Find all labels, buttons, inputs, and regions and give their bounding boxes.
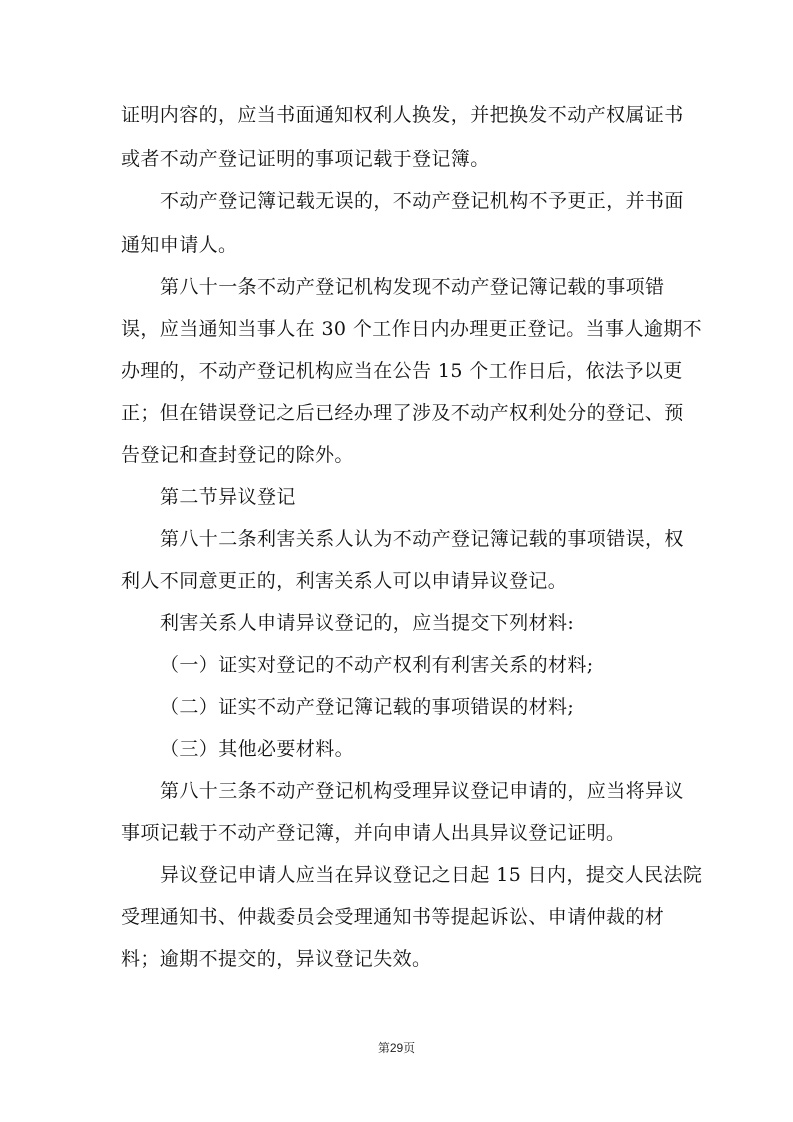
paragraph-line: 或者不动产登记证明的事项记载于登记簿。 <box>121 148 490 170</box>
paragraph-line: 料；逾期不提交的，异议登记失效。 <box>121 948 432 970</box>
paragraph-line: 第八十三条不动产登记机构受理异议登记申请的，应当将异议 <box>160 780 684 802</box>
paragraph-line: 利人不同意更正的，利害关系人可以申请异议登记。 <box>121 570 568 592</box>
page-number: 第29页 <box>377 1041 416 1055</box>
paragraph-line: 第八十二条利害关系人认为不动产登记簿记载的事项错误，权 <box>160 528 684 550</box>
paragraph-line: 事项记载于不动产登记簿，并向申请人出具异议登记证明。 <box>121 822 626 844</box>
paragraph-line: 受理通知书、仲裁委员会受理通知书等提起诉讼、申请仲裁的材 <box>121 906 665 928</box>
paragraph-line: 证明内容的，应当书面通知权利人换发，并把换发不动产权属证书 <box>121 104 684 126</box>
list-item: （二）证实不动产登记簿记载的事项错误的材料; <box>160 696 575 718</box>
paragraph-line: 通知申请人。 <box>121 234 238 256</box>
list-item: （三）其他必要材料。 <box>160 738 355 760</box>
section-heading: 第二节异议登记 <box>160 486 296 508</box>
list-item: （一）证实对登记的不动产权利有利害关系的材料; <box>160 654 594 676</box>
paragraph-line: 告登记和查封登记的除外。 <box>121 444 354 466</box>
paragraph-line: 不动产登记簿记载无误的，不动产登记机构不予更正，并书面 <box>160 190 684 212</box>
paragraph-line: 正；但在错误登记之后已经办理了涉及不动产权利处分的登记、预 <box>121 402 684 424</box>
paragraph-line: 办理的，不动产登记机构应当在公告 15 个工作日后，依法予以更 <box>121 360 683 382</box>
paragraph-line: 误，应当通知当事人在 30 个工作日内办理更正登记。当事人逾期不 <box>121 318 703 340</box>
paragraph-line: 异议登记申请人应当在异议登记之日起 15 日内，提交人民法院 <box>160 864 703 886</box>
paragraph-line: 利害关系人申请异议登记的，应当提交下列材料: <box>160 612 575 634</box>
paragraph-line: 第八十一条不动产登记机构发现不动产登记簿记载的事项错 <box>160 276 665 298</box>
